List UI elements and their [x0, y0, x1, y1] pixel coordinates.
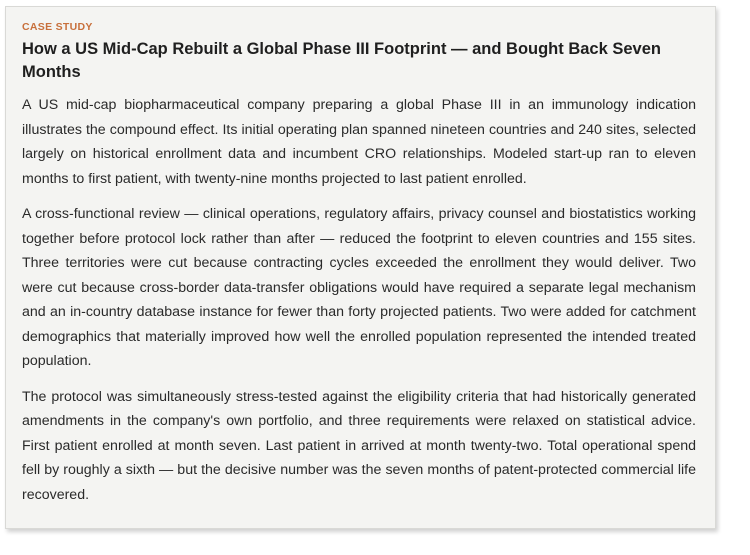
article-paragraph-2: A cross-functional review — clinical operations, regulatory affairs, privacy counsel and biostatistics working together before protocol lock rather than after — reduced the footprint to eleven countries and 155 sites. Three territories were cut because contracting cycles exceeded the enrollment they would deliver. Two were cut because cross-border data-transfer obligations would have required a separate legal mechanism and an in-country database instance for fewer than forty projected patients. Two were added for catchment demographics that materially improved how well the enrolled population represented the intended treated population. — [22, 206, 696, 369]
article-paragraph-1: A US mid-cap biopharmaceutical company preparing a global Phase III in an immunology indication illustrates the compound effect. Its initial operating plan spanned nineteen countries and 240 sites, selected largely on historical enrollment data and incumbent CRO relationships. Modeled start-up ran to eleven months to first patient, with twenty-nine months projected to last patient enrolled. — [22, 97, 696, 187]
section-eyebrow: CASE STUDY — [22, 21, 93, 33]
article-paragraph-3: The protocol was simultaneously stress-tested against the eligibility criteria that had historically generated amendments in the company's own portfolio, and three requirements were relaxed on statistical advice. First patient enrolled at month seven. Last patient in arrived at month twenty-two. Total operational spend fell by roughly a sixth — but the decisive number was the seven months of patent-protected commercial life recovered. — [22, 388, 696, 503]
case-study-card — [5, 6, 716, 529]
article-title: How a US Mid-Cap Rebuilt a Global Phase III Footprint — and Bought Back Seven Months — [22, 40, 661, 81]
